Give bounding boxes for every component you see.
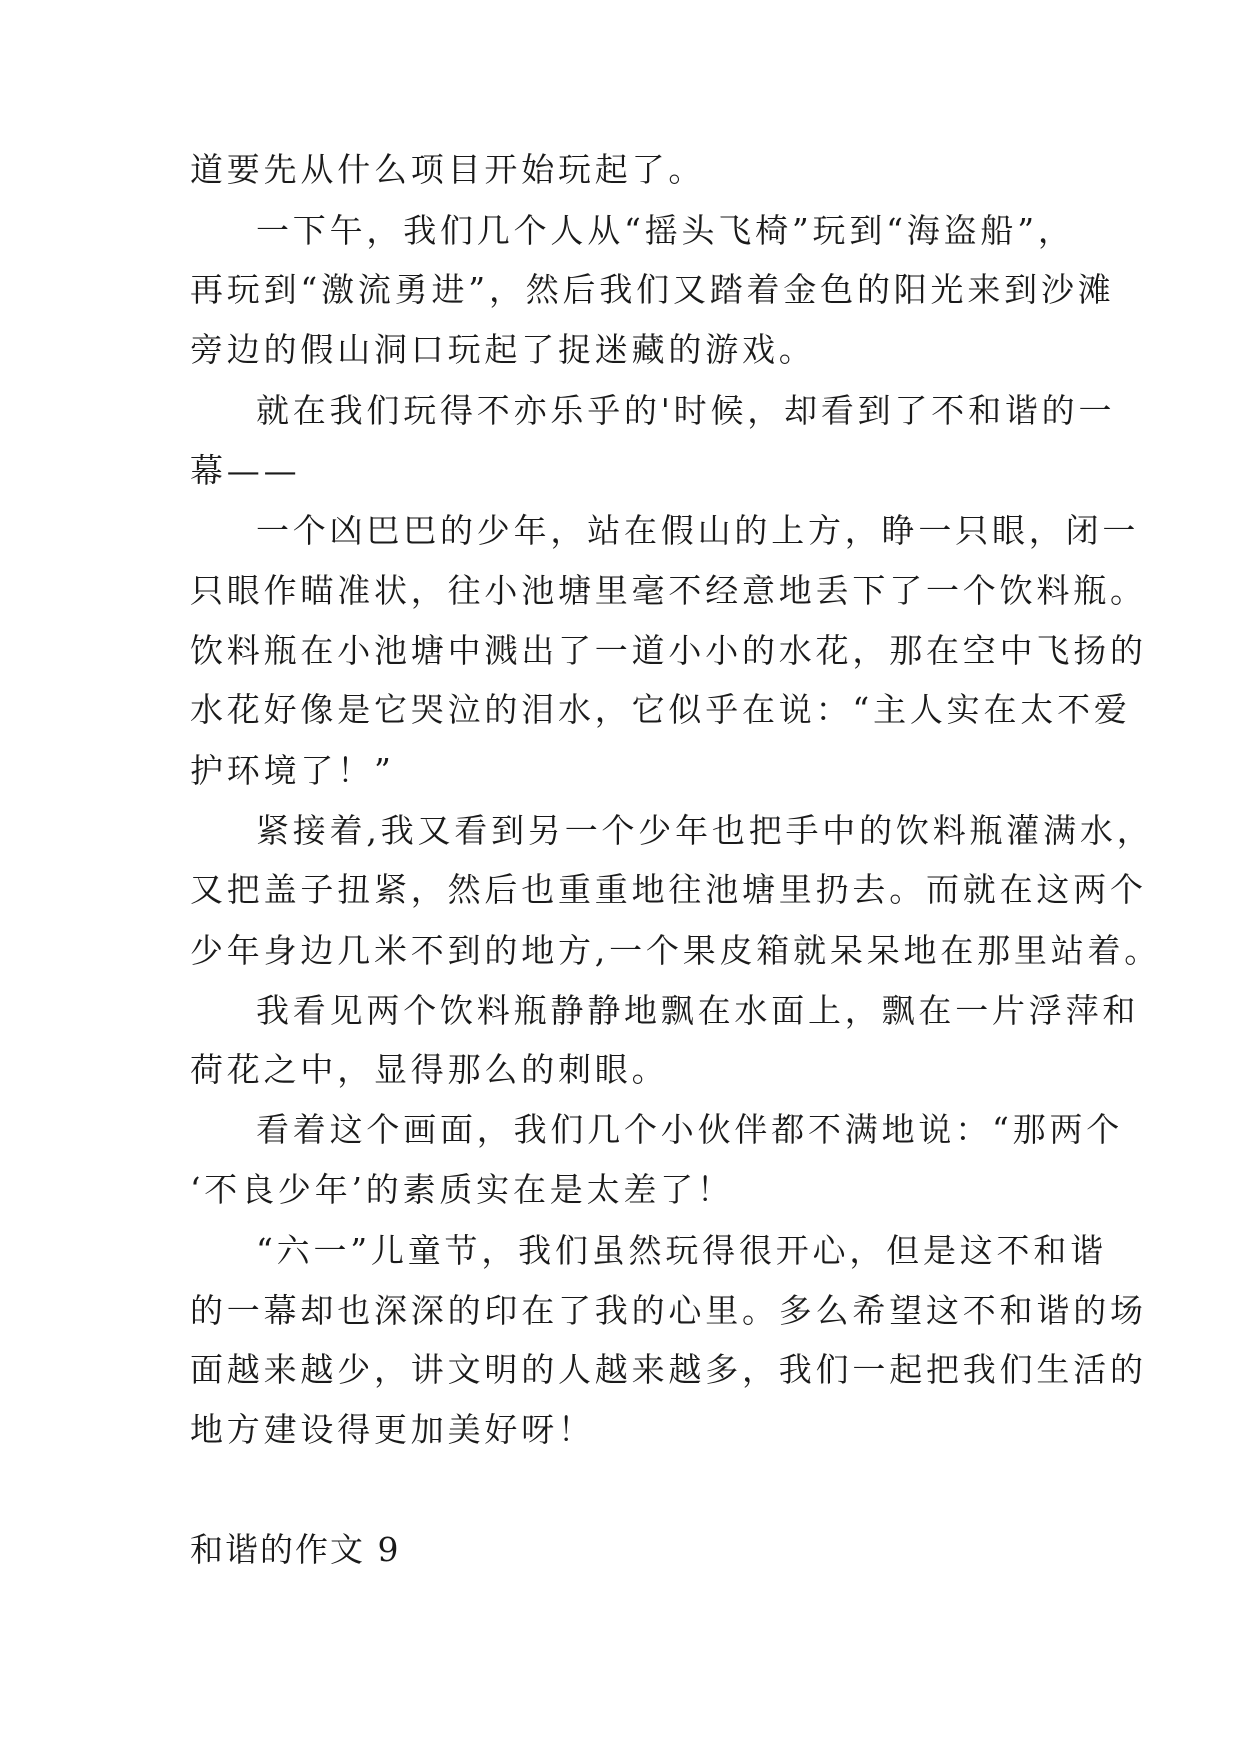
text-line-15: 我看见两个饮料瓶静静地飘在水面上，飘在一片浮萍和 [256,991,1140,1030]
text-line-13: 又把盖子扭紧，然后也重重地往池塘里扔去。而就在这两个 [190,870,1147,909]
text-line-10: 水花好像是它哭泣的泪水，它似乎在说：“主人实在太不爱 [190,690,1131,729]
text-line-21: 面越来越少，讲文明的人越来越多，我们一起把我们生活的 [190,1350,1147,1389]
text-line-19: “六一”儿童节，我们虽然玩得很开心，但是这不和谐 [256,1231,1107,1270]
text-line-4: 旁边的假山洞口玩起了捉迷藏的游戏。 [190,330,816,369]
text-line-6: 幕—— [190,451,301,490]
text-line-5: 就在我们玩得不亦乐乎的'时候，却看到了不和谐的一 [256,391,1116,430]
section-heading: 和谐的作文 9 [190,1530,401,1569]
text-line-16: 荷花之中，显得那么的刺眼。 [190,1050,669,1089]
text-line-22: 地方建设得更加美好呀！ [190,1410,595,1449]
text-line-17: 看着这个画面，我们几个小伙伴都不满地说：“那两个 [256,1110,1124,1149]
text-line-3: 再玩到“激流勇进”，然后我们又踏着金色的阳光来到沙滩 [190,270,1115,309]
text-line-12: 紧接着,我又看到另一个少年也把手中的饮料瓶灌满水， [256,811,1154,850]
text-line-7: 一个凶巴巴的少年，站在假山的上方，睁一只眼，闭一 [256,511,1140,550]
text-line-2: 一下午，我们几个人从“摇头飞椅”玩到“海盗船”， [256,211,1075,250]
text-line-20: 的一幕却也深深的印在了我的心里。多么希望这不和谐的场 [190,1291,1147,1330]
text-line-9: 饮料瓶在小池塘中溅出了一道小小的水花，那在空中飞扬的 [190,631,1147,670]
text-line-1: 道要先从什么项目开始玩起了。 [190,150,706,189]
text-line-14: 少年身边几米不到的地方,一个果皮箱就呆呆地在那里站着。 [190,931,1162,970]
text-line-11: 护环境了！” [190,751,395,790]
text-line-8: 只眼作瞄准状，往小池塘里毫不经意地丢下了一个饮料瓶。 [190,571,1147,610]
text-line-18: ‘不良少年’的素质实在是太差了！ [190,1170,734,1209]
